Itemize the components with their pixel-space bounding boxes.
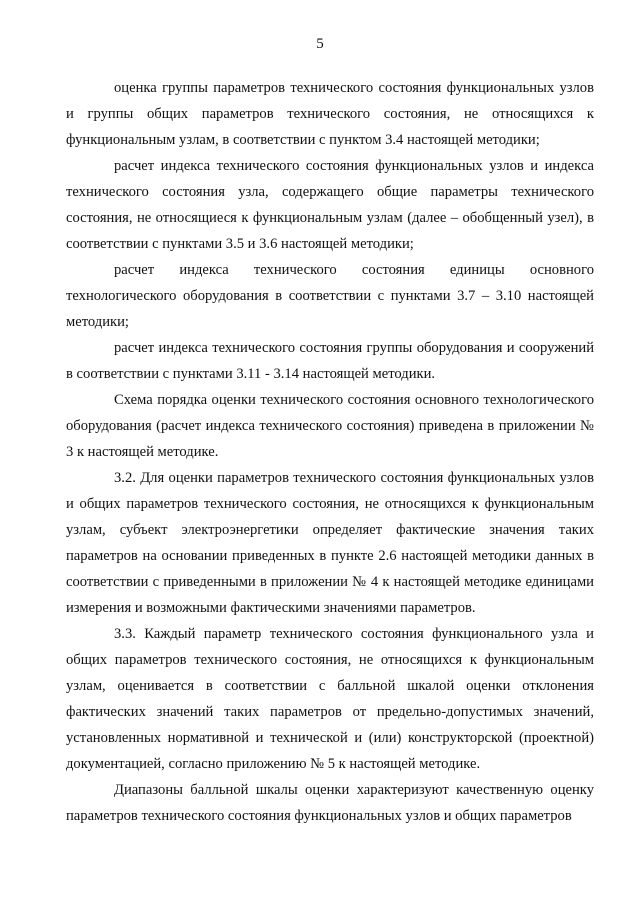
paragraph-5: Схема порядка оценки технического состояния основного технологического оборудования (расчет индекса технического состояния) приведена в приложении № 3 к настоящей методике. [66, 392, 594, 460]
paragraph-7: 3.3. Каждый параметр технического состояния функционального узла и общих параметров технического состояния, не относящихся к функциональным узлам, оценивается в соответствии с балльной шкалой оценки отклонения фактических значений таких параметров от предельно-допустимых значений, установленных нормативной и технической и (или) конструкторской (проектной) документацией, согласно приложению № 5 к настоящей методике. [66, 626, 594, 772]
paragraph-3: расчет индекса технического состояния единицы основного технологического оборудования в соответствии с пунктами 3.7 – 3.10 настоящей методики; [66, 262, 594, 330]
paragraph-2: расчет индекса технического состояния функциональных узлов и индекса технического состояния узла, содержащего общие параметры технического состояния, не относящиеся к функциональным узлам (далее – обобщенный узел), в соответствии с пунктами 3.5 и 3.6 настоящей методики; [66, 158, 594, 252]
paragraph-6: 3.2. Для оценки параметров технического состояния функциональных узлов и общих параметров технического состояния, не относящихся к функциональным узлам, субъект электроэнергетики определяет фактические значения таких параметров на основании приведенных в пункте 2.6 настоящей методики данных в соответствии с приведенными в приложении № 4 к настоящей методике единицами измерения и возможными фактическими значениями параметров. [66, 470, 594, 616]
paragraph-4: расчет индекса технического состояния группы оборудования и сооружений в соответствии с пунктами 3.11 - 3.14 настоящей методики. [66, 340, 594, 382]
page-number: 5 [316, 36, 324, 52]
document-body [66, 75, 594, 829]
paragraph-1: оценка группы параметров технического состояния функциональных узлов и группы общих параметров технического состояния, не относящихся к функциональным узлам, в соответствии с пунктом 3.4 настоящей методики; [66, 80, 594, 148]
paragraph-8: Диапазоны балльной шкалы оценки характеризуют качественную оценку параметров технического состояния функциональных узлов и общих параметров [66, 782, 594, 824]
